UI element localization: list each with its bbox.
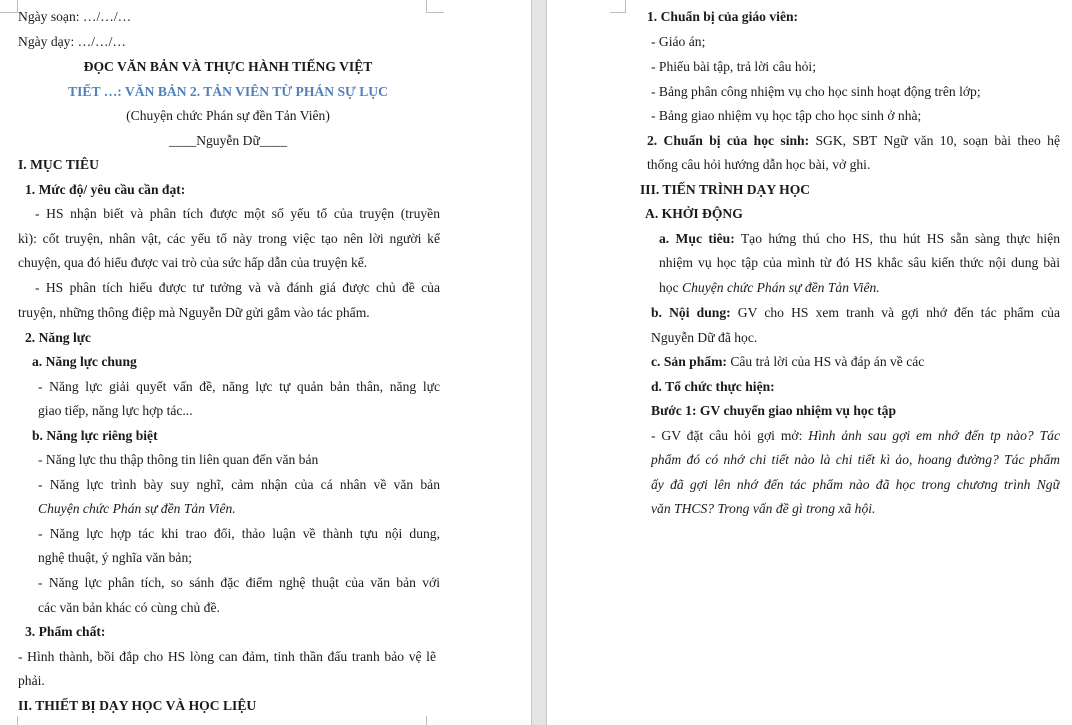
paragraph-line: giao tiếp, năng lực hợp tác... <box>38 403 193 418</box>
lesson-title: TIẾT …: VĂN BẢN 2. TẢN VIÊN TỪ PHÁN SỰ LỤC <box>68 84 388 99</box>
paragraph-line <box>647 132 1060 150</box>
subsection-heading: a. Năng lực chung <box>32 354 137 369</box>
text: Câu trả lời của HS và đáp án về các <box>726 354 925 369</box>
paragraph-line <box>659 230 1060 248</box>
subsection-heading: 1. Mức độ/ yêu cầu cần đạt: <box>25 182 186 197</box>
question-italic: phẩm đó có nhớ chi tiết nào là chi tiết kì ảo, hoang đường? Tác phẩm <box>651 452 1060 467</box>
document-page-left <box>0 0 531 725</box>
question-italic: Hình ảnh sau gợi em nhớ đến tp nào? Tác <box>808 428 1060 443</box>
margin-mark <box>625 0 626 12</box>
work-title-italic: Chuyện chức Phán sự đền Tản Viên. <box>38 501 236 516</box>
label: c. Sản phẩm: <box>651 354 727 369</box>
work-title-italic: Chuyện chức Phán sự đền Tản Viên. <box>682 280 880 295</box>
text: Tạo hứng thú cho HS, thu hút HS sẵn sàng thực hiện <box>734 231 1060 246</box>
subsection-heading: 1. Chuẩn bị của giáo viên: <box>647 9 799 24</box>
margin-mark <box>426 716 427 725</box>
section-heading: II. THIẾT BỊ DẠY HỌC VÀ HỌC LIỆU <box>18 698 257 713</box>
paragraph-line: truyện, những thông điệp mà Nguyễn Dữ gửi gắm vào tác phẩm. <box>18 305 370 320</box>
paragraph-line: thống câu hỏi hướng dẫn học bài, vở ghi. <box>647 157 871 172</box>
list-item: - Phiếu bài tập, trả lời câu hỏi; <box>651 59 816 74</box>
list-item: - Giáo án; <box>651 34 706 49</box>
date-taught: Ngày dạy: …/…/… <box>18 34 126 49</box>
margin-mark <box>426 0 427 12</box>
paragraph-line: - Năng lực thu thập thông tin liên quan đến văn bản <box>38 452 319 467</box>
subsection-heading: d. Tổ chức thực hiện: <box>651 379 775 394</box>
paragraph-line: - Hình thành, bồi đắp cho HS lòng can đảm, tinh thần đấu tranh bảo vệ lẽ <box>18 649 436 664</box>
paragraph-line: phải. <box>18 673 45 688</box>
subsection-heading: b. Năng lực riêng biệt <box>32 428 158 443</box>
margin-mark <box>0 12 18 13</box>
text: - GV đặt câu hỏi gợi mở: <box>651 428 809 443</box>
label: 2. Chuẩn bị của học sinh: <box>647 133 810 148</box>
document-heading: ĐỌC VĂN BẢN VÀ THỰC HÀNH TIẾNG VIỆT <box>83 59 373 74</box>
section-heading: I. MỤC TIÊU <box>18 157 99 172</box>
list-item: - Bảng phân công nhiệm vụ cho học sinh hoạt động trên lớp; <box>651 84 981 99</box>
margin-mark <box>610 12 626 13</box>
author-name: ____Nguyễn Dữ____ <box>169 133 287 148</box>
step-heading: Bước 1: GV chuyển giao nhiệm vụ học tập <box>651 403 897 418</box>
text: SGK, SBT Ngữ văn 10, soạn bài theo hệ <box>809 133 1060 148</box>
text: học <box>659 280 683 295</box>
paragraph-line: Nguyễn Dữ đã học. <box>651 330 758 345</box>
paragraph-line: - HS phân tích hiểu được tư tưởng và và đánh giá được chủ đề của <box>35 280 440 295</box>
date-prepared: Ngày soạn: …/…/… <box>18 9 132 24</box>
margin-mark <box>426 12 444 13</box>
paragraph-line: - Năng lực giải quyết vấn đề, năng lực tự quản bản thân, năng lực <box>38 379 440 394</box>
label: b. Nội dung: <box>651 305 731 320</box>
question-italic: ấy đã gợi lên nhớ đến tác phẩm nào đã học trong chương trình Ngữ <box>651 477 1060 492</box>
paragraph-line: các văn bản khác có cùng chủ đề. <box>38 600 220 615</box>
subsection-heading: 3. Phẩm chất: <box>25 624 106 639</box>
paragraph-line <box>651 304 1060 322</box>
paragraph-line: nhiệm vụ học tập của mình từ đó HS khắc sâu kiến thức nội dung bài <box>659 255 1060 270</box>
paragraph-line <box>651 353 924 371</box>
paragraph-line: nghệ thuật, ý nghĩa văn bản; <box>38 550 193 565</box>
page-gap <box>531 0 547 725</box>
section-heading: III. TIẾN TRÌNH DẠY HỌC <box>640 182 811 197</box>
document-page-right <box>547 0 1072 725</box>
paragraph-line: chuyện, qua đó hiểu được vai trò của sức hấp dẫn của truyện kể. <box>18 255 368 270</box>
work-name: (Chuyện chức Phán sự đền Tản Viên) <box>126 108 330 123</box>
paragraph-line: - Năng lực trình bày suy nghĩ, cảm nhận của cá nhân về văn bản <box>38 477 440 492</box>
margin-mark <box>17 716 18 725</box>
paragraph-line: kì): cốt truyện, nhân vật, các yếu tố này trong việc tạo nên lời người kể <box>18 231 440 246</box>
paragraph-line: - Năng lực phân tích, so sánh đặc điểm nghệ thuật của văn bản với <box>38 575 440 590</box>
paragraph-line: - Năng lực hợp tác khi trao đổi, thảo luận về thành tựu nội dung, <box>38 526 440 541</box>
paragraph-line <box>659 279 880 297</box>
list-item: - Bảng giao nhiệm vụ học tập cho học sinh ở nhà; <box>651 108 922 123</box>
question-italic: văn THCS? Trong vấn đề gì trong xã hội. <box>651 501 876 516</box>
paragraph-line <box>651 427 1060 445</box>
label: a. Mục tiêu: <box>659 231 735 246</box>
text: GV cho HS xem tranh và gợi nhớ đến tác phẩm của <box>730 305 1060 320</box>
paragraph-line: - HS nhận biết và phân tích được một số yếu tố của truyện (truyền <box>35 206 440 221</box>
subsection-heading: A. KHỞI ĐỘNG <box>645 206 743 221</box>
subsection-heading: 2. Năng lực <box>25 330 91 345</box>
